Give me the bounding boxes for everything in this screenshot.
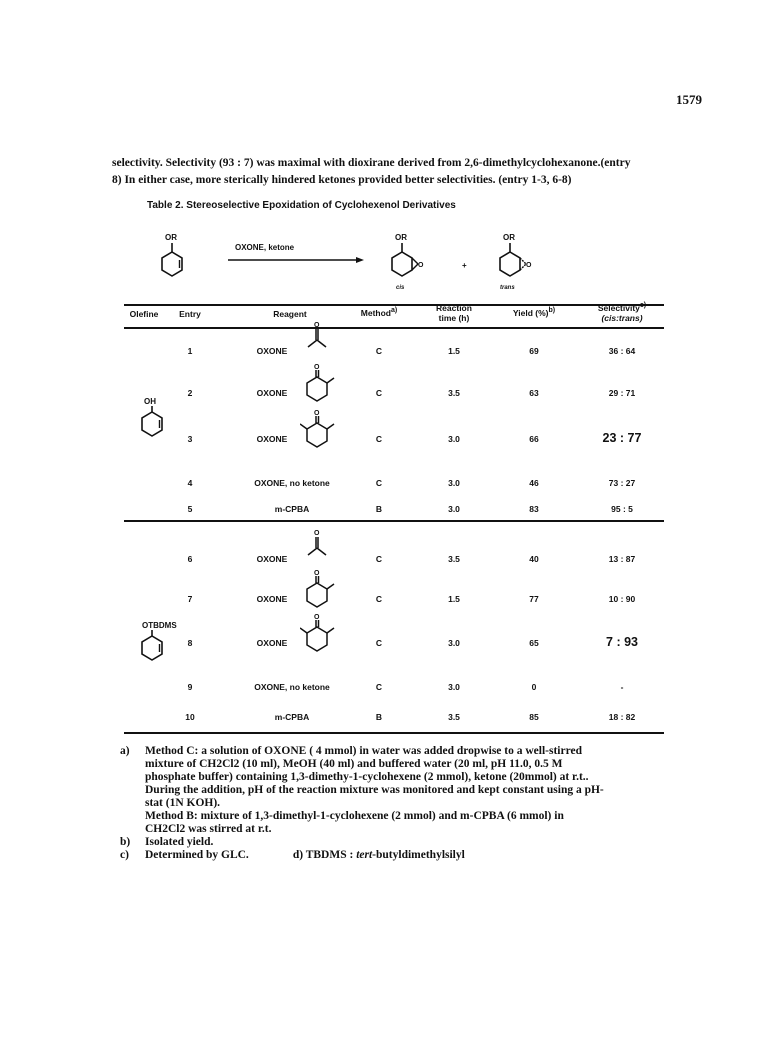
- header-entry: Entry: [179, 309, 201, 319]
- header-bottom-rule: [124, 327, 664, 329]
- reagent-cell: OXONE: [256, 594, 288, 604]
- entry-cell: 6: [187, 554, 193, 564]
- yield-cell: 0: [531, 682, 537, 692]
- reagent-cell: OXONE: [256, 554, 288, 564]
- page-number: 1579: [676, 92, 702, 107]
- yield-cell: 85: [529, 712, 539, 722]
- olefin-cyclohexenol-structure: [140, 396, 180, 440]
- time-cell: 3.0: [448, 638, 460, 648]
- svg-text:O: O: [314, 322, 320, 329]
- selectivity-cell: 23 : 77: [602, 431, 642, 445]
- intro-line-2: 8) In either case, more sterically hindered ketones provided better selectivities. (entry 1-3, 6-8): [112, 174, 572, 186]
- method-cell: B: [375, 504, 383, 514]
- plus-sign: +: [462, 261, 467, 270]
- header-olefine: Olefine: [129, 309, 159, 319]
- ketone-structure-2-methylcyclohexanone: [300, 362, 336, 407]
- selectivity-cell: 95 : 5: [611, 504, 633, 514]
- time-cell: 3.0: [448, 434, 460, 444]
- time-cell: 3.5: [448, 388, 460, 398]
- entry-cell: 7: [187, 594, 193, 604]
- intro-line-1: selectivity. Selectivity (93 : 7) was maximal with dioxirane derived from 2,6-dimethylcyclohexanone.(entry: [112, 157, 631, 169]
- product-cis-structure: [392, 233, 424, 291]
- yield-cell: 65: [529, 638, 539, 648]
- reagent-cell: OXONE: [256, 388, 288, 398]
- ketone-structure-acetone: [300, 528, 336, 573]
- header-reaction-time: Reaction time (h): [436, 303, 472, 323]
- ketone-structure-2-methylcyclohexanone: [300, 568, 336, 613]
- arrow-label: OXONE, ketone: [235, 243, 295, 252]
- svg-text:OR: OR: [503, 233, 515, 242]
- header-yield: Yield (%)$^{b)}$: [512, 307, 556, 318]
- yield-cell: 77: [529, 594, 539, 604]
- time-cell: 1.5: [448, 594, 460, 604]
- svg-text:O: O: [314, 570, 320, 577]
- reagent-cell: OXONE: [256, 638, 288, 648]
- svg-text:O: O: [314, 614, 320, 621]
- entry-cell: 2: [187, 388, 193, 398]
- header-reagent: Reagent: [273, 309, 307, 319]
- method-cell: C: [375, 388, 383, 398]
- yield-cell: 46: [529, 478, 539, 488]
- footnote-b: b) Isolated yield.: [120, 836, 214, 848]
- svg-text:O: O: [526, 262, 532, 269]
- footnote-c-d: c) Determined by GLC. d) TBDMS : tert-butyldimethylsilyl: [120, 849, 465, 861]
- reagent-cell: m-CPBA: [274, 712, 310, 722]
- svg-text:OR: OR: [395, 233, 407, 242]
- olefin-tbdms-structure: [140, 620, 184, 664]
- intro-paragraph: [112, 155, 712, 189]
- time-cell: 3.0: [448, 478, 460, 488]
- method-cell: C: [375, 682, 383, 692]
- method-cell: C: [375, 554, 383, 564]
- method-cell: B: [375, 712, 383, 722]
- time-cell: 3.0: [448, 504, 460, 514]
- method-cell: C: [375, 638, 383, 648]
- selectivity-cell: 73 : 27: [608, 478, 636, 488]
- method-cell: C: [375, 434, 383, 444]
- ketone-structure-acetone: [300, 320, 336, 365]
- selectivity-cell: 7 : 93: [606, 635, 638, 649]
- selectivity-cell: -: [620, 682, 624, 692]
- footnotes: [120, 745, 680, 862]
- reaction-scheme: [150, 226, 610, 296]
- svg-text:O: O: [314, 410, 320, 417]
- yield-cell: 66: [529, 434, 539, 444]
- reagent-cell: OXONE: [256, 346, 288, 356]
- yield-cell: 63: [529, 388, 539, 398]
- header-selectivity: Selectivity$^{c)}$ (cis:trans): [597, 302, 647, 323]
- group-divider-rule: [124, 520, 664, 522]
- reagent-cell: m-CPBA: [274, 504, 310, 514]
- svg-text:O: O: [418, 262, 424, 269]
- entry-cell: 3: [187, 434, 193, 444]
- entry-cell: 4: [187, 478, 193, 488]
- reactant-structure: [162, 233, 182, 276]
- footnote-c: Determined by GLC.: [145, 849, 249, 861]
- entry-cell: 5: [187, 504, 193, 514]
- selectivity-cell: 10 : 90: [608, 594, 636, 604]
- olefin-oh-label: OH: [144, 397, 156, 406]
- svg-text:O: O: [314, 530, 320, 537]
- entry-cell: 10: [185, 712, 195, 722]
- table-caption: Table 2. Stereoselective Epoxidation of Cyclohexenol Derivatives: [147, 200, 456, 211]
- table-bottom-rule: [124, 732, 664, 734]
- product-trans-structure: [500, 233, 532, 291]
- time-cell: 1.5: [448, 346, 460, 356]
- method-cell: C: [375, 346, 383, 356]
- method-cell: C: [375, 594, 383, 604]
- footnote-d: d) TBDMS : tert-butyldimethylsilyl: [292, 849, 465, 861]
- time-cell: 3.5: [448, 554, 460, 564]
- selectivity-cell: 29 : 71: [608, 388, 636, 398]
- footnote-a: a) Method C: a solution of OXONE ( 4 mmol) in water was added dropwise to a well-stirred mixture of CH2Cl2 (10 ml), MeOH (40 ml) and buffered water (20 ml, pH 11.0, 0.5 M phosphate buffer) containing 1,3-dimethy-1-cyclohexene (2 mmol), ketone (20mmol) at r.t.. During the addition, pH of the reaction mixture was monitored and kept constant using a pH- stat (1N KOH). Method B: mixture of 1,3-dimethyl-1-cyclohexene (2 mmol) and m-CPBA (6 mmol) in CH2Cl2 was stirred at r.t.: [120, 745, 604, 835]
- entry-cell: 9: [187, 682, 193, 692]
- ketone-structure-2,6-dimethylcyclohexanone: [300, 612, 336, 657]
- reagent-cell: OXONE, no ketone: [254, 682, 330, 692]
- time-cell: 3.5: [448, 712, 460, 722]
- cis-tag: cis: [396, 285, 405, 291]
- reactant-or-label: OR: [165, 233, 177, 242]
- header-method: Method$^{a)}$: [360, 307, 398, 318]
- selectivity-cell: 18 : 82: [608, 712, 636, 722]
- svg-text:O: O: [314, 364, 320, 371]
- entry-cell: 1: [187, 346, 193, 356]
- method-cell: C: [375, 478, 383, 488]
- results-table: [124, 298, 664, 738]
- time-cell: 3.0: [448, 682, 460, 692]
- reagent-cell: OXONE, no ketone: [254, 478, 330, 488]
- yield-cell: 83: [529, 504, 539, 514]
- olefin-otbdms-label: OTBDMS: [142, 621, 177, 630]
- reagent-cell: OXONE: [256, 434, 288, 444]
- yield-cell: 69: [529, 346, 539, 356]
- entry-cell: 8: [187, 638, 193, 648]
- ketone-structure-2,6-dimethylcyclohexanone: [300, 408, 336, 453]
- selectivity-cell: 13 : 87: [608, 554, 636, 564]
- selectivity-cell: 36 : 64: [608, 346, 636, 356]
- yield-cell: 40: [529, 554, 539, 564]
- trans-tag: trans: [500, 285, 515, 291]
